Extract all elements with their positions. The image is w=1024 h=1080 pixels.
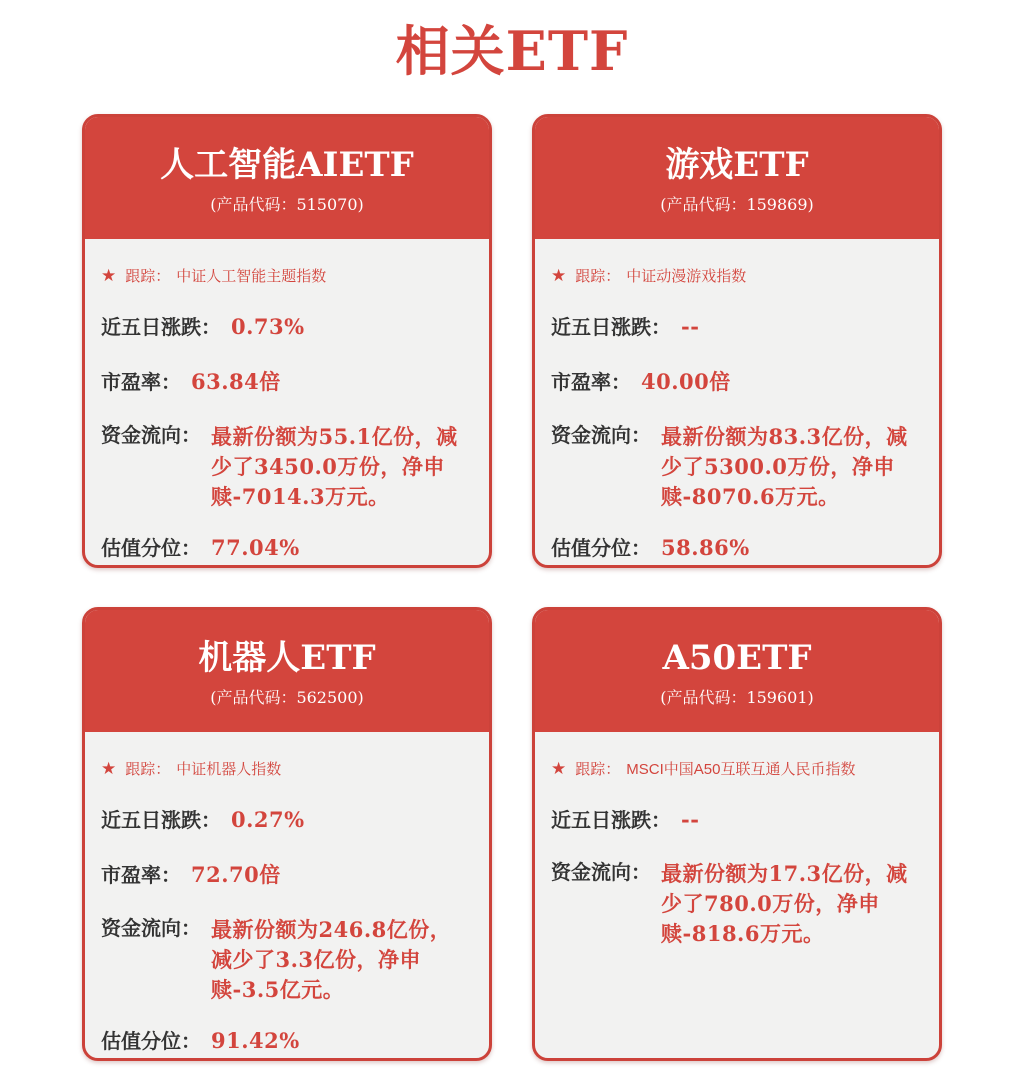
five-day-change-label: 近五日涨跌：: [551, 810, 671, 832]
valuation-percentile-label: 估值分位：: [101, 538, 201, 560]
pe-ratio-label: 市盈率：: [551, 372, 631, 394]
fund-flow-value: 最新份额为83.3亿份，减少了5300.0万份，净申赎-8070.6万元。: [661, 424, 908, 509]
card-header: [85, 610, 489, 732]
track-label: 跟踪：: [125, 268, 171, 285]
pe-ratio-value: 63.84倍: [191, 369, 281, 394]
tracked-index-name: MSCI中国A50互联互通人民币指数: [626, 761, 856, 778]
five-day-change-row: [551, 311, 921, 340]
five-day-change-value: 0.73%: [231, 314, 305, 339]
pe-ratio-label: 市盈率：: [101, 372, 181, 394]
five-day-change-label: 近五日涨跌：: [551, 317, 671, 339]
fund-flow-row: [551, 859, 921, 949]
track-label: 跟踪：: [575, 268, 621, 285]
five-day-change-label: 近五日涨跌：: [101, 317, 221, 339]
fund-flow-label: 资金流向：: [101, 425, 201, 447]
page-title: 相关ETF: [395, 19, 629, 83]
card-body: [85, 732, 489, 1061]
pe-ratio-value: 40.00倍: [641, 369, 731, 394]
valuation-percentile-label: 估值分位：: [551, 538, 651, 560]
track-row: [551, 758, 921, 779]
fund-flow-row: [101, 915, 471, 1005]
card-header: [535, 610, 939, 732]
card-title: 机器人ETF: [198, 638, 376, 678]
fund-flow-row: [101, 422, 471, 512]
pe-ratio-row: [101, 366, 471, 396]
star-icon: ★: [551, 759, 567, 778]
track-row: [101, 265, 471, 286]
etf-card: [82, 114, 492, 568]
five-day-change-label: 近五日涨跌：: [101, 810, 221, 832]
track-label: 跟踪：: [125, 761, 171, 778]
card-product-code: (产品代码：159601): [660, 688, 814, 707]
card-title: 游戏ETF: [665, 145, 809, 185]
valuation-percentile-label: 估值分位：: [101, 1031, 201, 1053]
card-body: [535, 239, 939, 568]
five-day-change-value: --: [681, 807, 700, 832]
fund-flow-label: 资金流向：: [101, 918, 201, 940]
fund-flow-value: 最新份额为55.1亿份，减少了3450.0万份，净申赎-7014.3万元。: [211, 424, 458, 509]
card-product-code: (产品代码：562500): [210, 688, 364, 707]
card-header: [535, 117, 939, 239]
pe-ratio-row: [551, 366, 921, 396]
valuation-percentile-row: [101, 1025, 471, 1054]
card-header: [85, 117, 489, 239]
card-title: 人工智能AIETF: [160, 145, 414, 185]
card-product-code: (产品代码：515070): [210, 195, 364, 214]
valuation-percentile-value: 77.04%: [211, 535, 300, 560]
valuation-percentile-row: [101, 532, 471, 561]
tracked-index-name: 中证动漫游戏指数: [626, 268, 747, 285]
track-row: [551, 265, 921, 286]
etf-card: [532, 607, 942, 1061]
pe-ratio-row: [101, 859, 471, 889]
star-icon: ★: [551, 266, 567, 285]
etf-card-grid: [0, 114, 1024, 1061]
valuation-percentile-value: 91.42%: [211, 1028, 300, 1053]
valuation-percentile-row: [551, 532, 921, 561]
tracked-index-name: 中证机器人指数: [176, 761, 282, 778]
track-label: 跟踪：: [575, 761, 621, 778]
card-body: [535, 732, 939, 969]
card-body: [85, 239, 489, 568]
etf-card: [82, 607, 492, 1061]
card-title: A50ETF: [662, 638, 812, 678]
fund-flow-value: 最新份额为17.3亿份，减少了780.0万份，净申赎-818.6万元。: [661, 861, 908, 946]
five-day-change-value: 0.27%: [231, 807, 305, 832]
five-day-change-row: [551, 804, 921, 833]
fund-flow-row: [551, 422, 921, 512]
valuation-percentile-value: 58.86%: [661, 535, 750, 560]
pe-ratio-value: 72.70倍: [191, 862, 281, 887]
five-day-change-row: [101, 804, 471, 833]
five-day-change-row: [101, 311, 471, 340]
pe-ratio-label: 市盈率：: [101, 865, 181, 887]
five-day-change-value: --: [681, 314, 700, 339]
tracked-index-name: 中证人工智能主题指数: [176, 268, 327, 285]
card-product-code: (产品代码：159869): [660, 195, 814, 214]
star-icon: ★: [101, 266, 117, 285]
fund-flow-label: 资金流向：: [551, 425, 651, 447]
fund-flow-value: 最新份额为246.8亿份，减少了3.3亿份，净申赎-3.5亿元。: [211, 917, 452, 1002]
star-icon: ★: [101, 759, 117, 778]
etf-card: [532, 114, 942, 568]
track-row: [101, 758, 471, 779]
fund-flow-label: 资金流向：: [551, 862, 651, 884]
